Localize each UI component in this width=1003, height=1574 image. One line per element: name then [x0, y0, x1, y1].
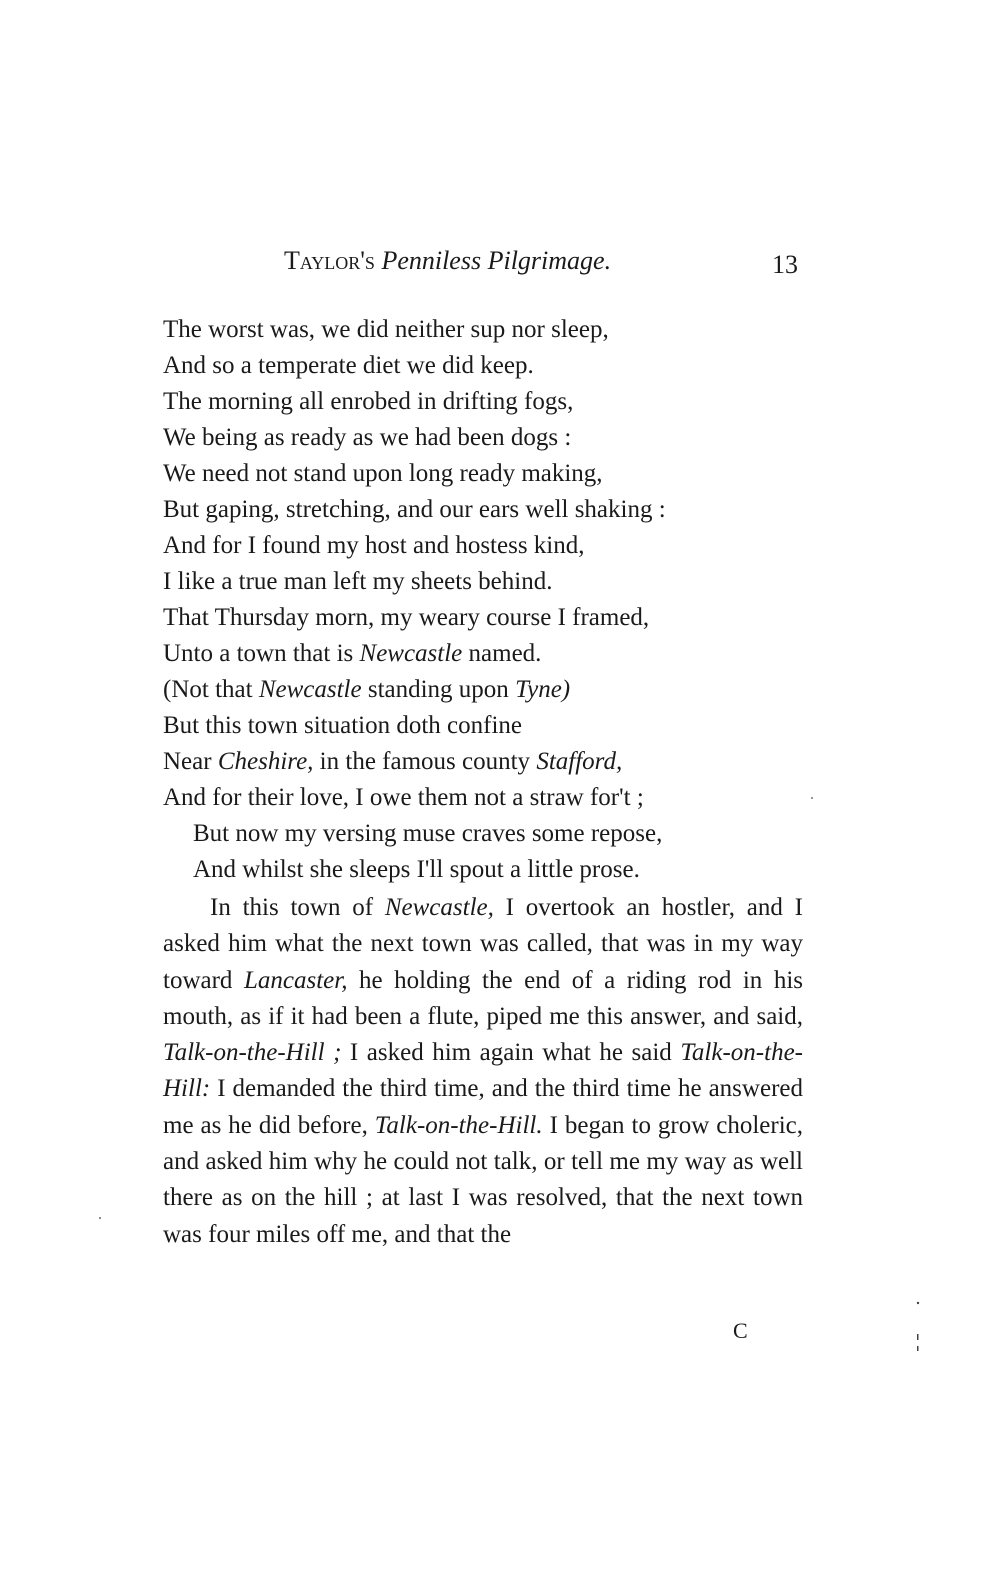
running-head-author: Taylor's [284, 246, 375, 275]
verse-line [163, 780, 823, 816]
prose-paragraph [163, 890, 803, 1253]
text-segment: standing upon [361, 676, 516, 703]
text-segment: Near [163, 748, 218, 775]
text-segment: I began to grow choleric, and asked him why he could not talk, or tell me my way as well there as on the hill ; at last I was resolved, that the next town was four miles off me, and that the [163, 1111, 803, 1248]
verse-line [163, 456, 823, 492]
italic-text: Newcastle [359, 640, 463, 667]
italic-text: Talk-on-the-Hill ; [163, 1039, 342, 1067]
text-segment: I overtook an hostler, and I asked him what the next town was called, that was in my way toward [163, 894, 803, 994]
verse-line [163, 708, 823, 744]
text-segment: And whilst she sleeps I'll spout a little prose. [193, 856, 640, 883]
verse-line [163, 528, 823, 564]
verse-line [163, 348, 823, 384]
prose-block [163, 890, 803, 1253]
verse-line [163, 564, 823, 600]
verse-line [163, 492, 823, 528]
text-segment: The morning all enrobed in drifting fogs, [163, 388, 574, 415]
italic-text: Talk-on-the-Hill. [374, 1111, 543, 1139]
verse-line [163, 312, 823, 348]
text-segment: in the famous county [313, 748, 537, 775]
text-segment: I asked him again what he said [341, 1039, 681, 1067]
verse-line [163, 816, 823, 852]
text-segment: Unto a town that is [163, 640, 360, 667]
verse-line [163, 744, 823, 780]
verse-line [163, 600, 823, 636]
text-segment: The worst was, we did neither sup nor sleep, [163, 316, 609, 343]
verse-line [163, 672, 823, 708]
text-segment: But now my versing muse craves some repose, [193, 820, 663, 847]
italic-text: Stafford, [536, 748, 623, 775]
signature-mark: C [733, 1318, 748, 1343]
text-segment: That Thursday morn, my weary course I framed, [163, 604, 650, 631]
italic-text: Tyne) [515, 676, 571, 703]
verse-line [163, 636, 823, 672]
verse-line [163, 420, 823, 456]
verse-line [163, 852, 823, 888]
italic-text: Talk-on-the-Hill: [163, 1039, 803, 1103]
running-head-book-title: Penniless Pilgrimage. [381, 246, 612, 275]
italic-text: Newcastle, [384, 894, 494, 921]
text-segment: And for their love, I owe them not a straw for't ; [163, 784, 644, 811]
text-segment: We need not stand upon long ready making, [163, 460, 603, 487]
running-head [0, 246, 1003, 286]
text-segment: I demanded the third time, and the third time he answered me as he did before, [163, 1075, 803, 1139]
italic-text: Lancaster, [243, 966, 348, 994]
verse-block [163, 312, 823, 888]
text-segment: But this town situation doth confine [163, 712, 523, 739]
running-head-title [284, 246, 611, 276]
text-segment: I like a true man left my sheets behind. [163, 568, 553, 595]
text-segment: And for I found my host and hostess kind, [163, 532, 585, 559]
text-segment: And so a temperate diet we did keep. [163, 352, 534, 379]
verse-line [163, 384, 823, 420]
text-segment: In this town of [210, 894, 385, 921]
text-segment: named. [462, 640, 542, 667]
text-segment: (Not that [163, 676, 259, 703]
text-segment: But gaping, stretching, and our ears well shaking : [163, 496, 666, 523]
text-segment: he holding the end of a riding rod in his mouth, as if it had been a flute, piped me this answer, and said, [163, 966, 804, 1030]
text-segment: We being as ready as we had been dogs : [163, 424, 572, 451]
page-number: 13 [772, 250, 798, 279]
italic-text: Newcastle [258, 676, 362, 703]
italic-text: Cheshire, [217, 748, 314, 775]
